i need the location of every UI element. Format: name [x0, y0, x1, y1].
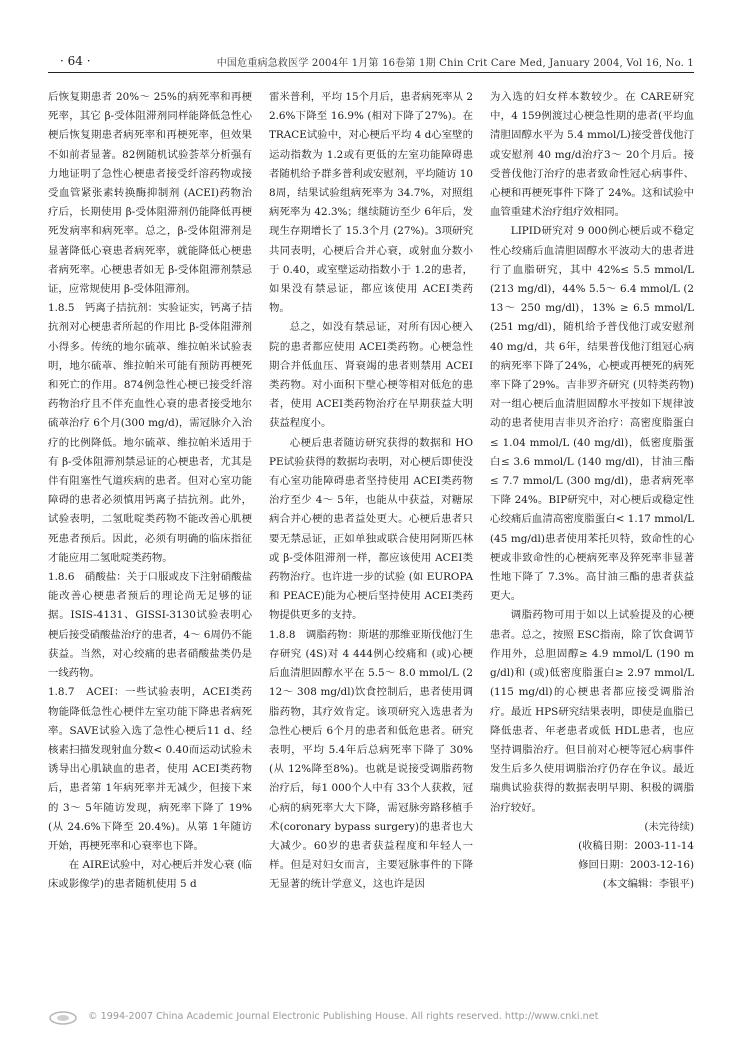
text-column-1 — [48, 88, 252, 895]
page-number: · 64 · — [60, 54, 91, 68]
paragraph: LIPID研究对 9 000例心梗后或不稳定性心绞痛后血清胆固醇水平波动大的患者进行了血脂研究，其中 42%≤ 5.5 mmol/L (213 mg/dl)，44% 5.5～ 6.4 mmol/L (213～ 250 mg/dl)，13% ≥ 6.5 mmol/L (251 mg/dl)，随机给予普伐他汀或安慰剂 40 mg/d，共 6年，结果普伐他汀组冠心病的病死率下降了24%，心梗或再梗死的病死率下降了29%。吉非罗齐研究 (贝特类药物)对一组心梗后血清胆固醇水平按如下规律波动的患者使用吉非贝齐治疗：高密度脂蛋白≤ 1.04 mmol/L (40 mg/dl)，低密度脂蛋白≤ 3.6 mmol/L (140 mg/dl)，甘油三酯≤ 7.7 mmol/L (300 mg/dl)，患者病死率下降 24%。BIP研究中，对心梗后或稳定性心绞痛后血清高密度脂蛋白< 1.17 mmol/L (45 mg/dl)患者使用苯托贝特，致命性的心梗或非致命性的心梗病死率及猝死率非显著性地下降了 7.3%。高甘油三酯的患者获益更大。 — [490, 225, 694, 603]
paragraph: 为入选的妇女样本数较少。在 CARE研究中，4 159例渡过心梗急性期的患者(平均血清胆固醇水平为 5.4 mmol/L)接受普伐他汀或安慰剂 40 mg/d治疗3～ 20个月后。接受普伐他汀治疗的患者致命性冠心病事件、心梗和再梗死事件下降了 24%。这和试验中血管重建术治疗组疗效相同。 — [490, 91, 694, 219]
page-header — [48, 52, 694, 70]
paragraph: 在 AIRE试验中，对心梗后并发心衰 (临床或影像学)的患者随机使用 5 d — [48, 859, 252, 891]
paragraph: 后恢复期患者 20%～ 25%的病死率和再梗死率，其它 β-受体阻滞剂同样能降低急性心梗后恢复期患者病死率和再梗死率，但效果不如前者显著。82例随机试验荟萃分析强有力地证明了急性心梗患者接受纤溶药物或接受血管紧张素转换酶抑制剂 (ACEI)药物治疗后，长期使用 β-受体阻滞剂仍能降低再梗死发病率和病死率。总之，β-受体阻滞剂是显著降低心衰患者病死率，就能降低心梗患者病死率。心梗患者如无 β-受体阻滞剂禁忌证，应常规使用 β-受体阻滞剂。 — [48, 91, 252, 296]
editor-note: (本文编辑：李银平) — [602, 878, 694, 891]
page-footer — [48, 1009, 694, 1027]
section-lipid-lowering: 1.8.8 调脂药物：斯堪的那维亚斯伐他汀生存研究 (4S)对 4 444例心绞痛和 (或)心梗后血清胆固醇水平在 5.5～ 8.0 mmol/L (212～ 308 mg/dl)饮食控制后，患者使用调脂药物，其疗效肯定。该项研究入选患者为急性心梗后 6个月的患者和低危患者。研究表明，平均 5.4年后总病死率下降了 30% (从 12%降至8%)。也就是说接受调脂药物治疗后，每1 000个人中有 33个人获救，冠心病的病死率大大下降，需冠脉旁路移植手术(coronary bypass surgery)的患者也大大减少。60岁的患者获益程度和年轻人一样。但是对妇女而言，主要冠脉事件的下降无显著的统计学意义，这也许是因 — [269, 628, 473, 891]
journal-running-head: 中国危重病急救医学 2004年 1月第 16卷第 1期 Chin Crit Care Med, January 2004, Vol 16, No. 1 — [216, 58, 694, 69]
to-be-continued: (未完待续) — [644, 820, 694, 833]
revised-date: 修回日期：2003-12-16) — [578, 859, 694, 872]
section-nitrates: 1.8.6 硝酸盐：关于口服或皮下注射硝酸盐能改善心梗患者预后的理论尚无足够的证据。ISIS-4131、GISSI-3130试验表明心梗后接受硝酸盐治疗的患者，4～ 6周仍不能获益。当然，对心绞痛的患者硝酸盐类仍是一线药物。 — [48, 571, 252, 680]
article-body — [48, 88, 694, 891]
header-rule — [48, 72, 694, 73]
paragraph: 雷米普利，平均 15个月后，患者病死率从 22.6%下降至 16.9% (相对下降了27%)。在 TRACE试验中，对心梗后平均 4 d心室壁的运动指数为 1.2或有更低的左室功能障碍患者随机给予群多普利或安慰剂，平均随访 108周，结果试验组病死率为 34.7%，对照组病死率为 42.3%；继续随访至少 6年后，发现生存期增长了 15.3个月 (27%)。3项研究共同表明，心梗后合并心衰，或射血分数小于 0.40，或室壁运动指数小于 1.2的患者，如果没有禁忌证，都应该使用 ACEI类药物。 — [269, 91, 473, 315]
section-acei: 1.8.7 ACEI：一些试验表明，ACEI类药物能降低急性心梗伴左室功能下降患者病死率。SAVE试验入选了急性心梗后11 d、经核素扫描发现射血分数< 0.40而运动试验未诱导出心肌缺血的患者，使用 ACEI类药物后，患者第 1年病死率并无减少，但接下来的 3～ 5年随访发现，病死率下降了 19% (从 24.6%下降至 20.4%)。从第 1年随访开始，再梗死率和心衰率也下降。 — [48, 686, 252, 852]
paragraph: 心梗后患者随访研究获得的数据和 HOPE试验获得的数据均表明，对心梗后即使没有心室功能障碍患者坚持使用 ACEI类药物治疗至少 4～ 5年，也能从中获益，对糖尿病合并心梗的患者益处更大。心梗后患者只要无禁忌证，正如单独或联合使用阿斯匹林或 β-受体阻滞剂一样，都应该使用 ACEI类药物治疗。也许进一步的试验 (如 EUROPA和 PEACE)能为心梗后坚持使用 ACEI类药物提供更多的支持。 — [269, 436, 473, 622]
paragraph: 总之，如没有禁忌证，对所有因心梗入院的患者都应使用 ACEI类药物。心梗急性期合并低血压、肾衰竭的患者则禁用 ACEI类药物。对小面积下壁心梗等相对低危的患者，使用 ACEI类药物治疗在早期获益大明获益程度小。 — [269, 321, 473, 430]
text-column-2 — [269, 88, 473, 895]
paragraph: 调脂药物可用于如以上试验提及的心梗患者。总之，按照 ESC指南，除了饮食调节作用外，总胆固醇≥ 4.9 mmol/L (190 mg/dl)和 (或)低密度脂蛋白≥ 2.97 mmol/L (115 mg/dl)的心梗患者都应接受调脂治疗。最近 HPS研究结果表明，即使是血脂已降低患者、年老患者或低 HDL患者，也应坚持调脂治疗。但目前对心梗等冠心病事件发生后多久使用调脂治疗仍存在争议。最近瑞典试验获得的数据表明早期、积极的调脂治疗较好。 — [490, 609, 694, 814]
cnki-logo-icon — [48, 1009, 78, 1027]
copyright-notice: © 1994-2007 China Academic Journal Electronic Publishing House. All rights reserved. http://www.cnki.net — [88, 1011, 599, 1022]
section-calcium-antagonists: 1.8.5 钙离子拮抗剂：实验证实，钙离子拮抗剂对心梗患者所起的作用比 β-受体阻滞剂小得多。传统的地尔硫䓬、维拉帕米试验表明，地尔硫䓬、维拉帕米可能有预防再梗死和死亡的作用。874例急性心梗已接受纤溶药物治疗且不伴充血性心衰的患者接受地尔硫䓬治疗 6个月(300 mg/d)，需冠脉介入治疗的比例降低。地尔硫䓬、维拉帕米适用于有 β-受体阻滞剂禁忌证的心梗患者，尤其是伴有阻塞性气道疾病的患者。但对心室功能障碍的患者必须慎用钙离子拮抗剂。此外，试验表明，二氢吡啶类药物不能改善心肌梗死患者预后。因此，必须有明确的临床指征才能应用二氢吡啶类药物。 — [48, 302, 252, 564]
text-column-3 — [490, 88, 694, 895]
received-date: (收稿日期：2003-11-14 — [578, 839, 694, 852]
